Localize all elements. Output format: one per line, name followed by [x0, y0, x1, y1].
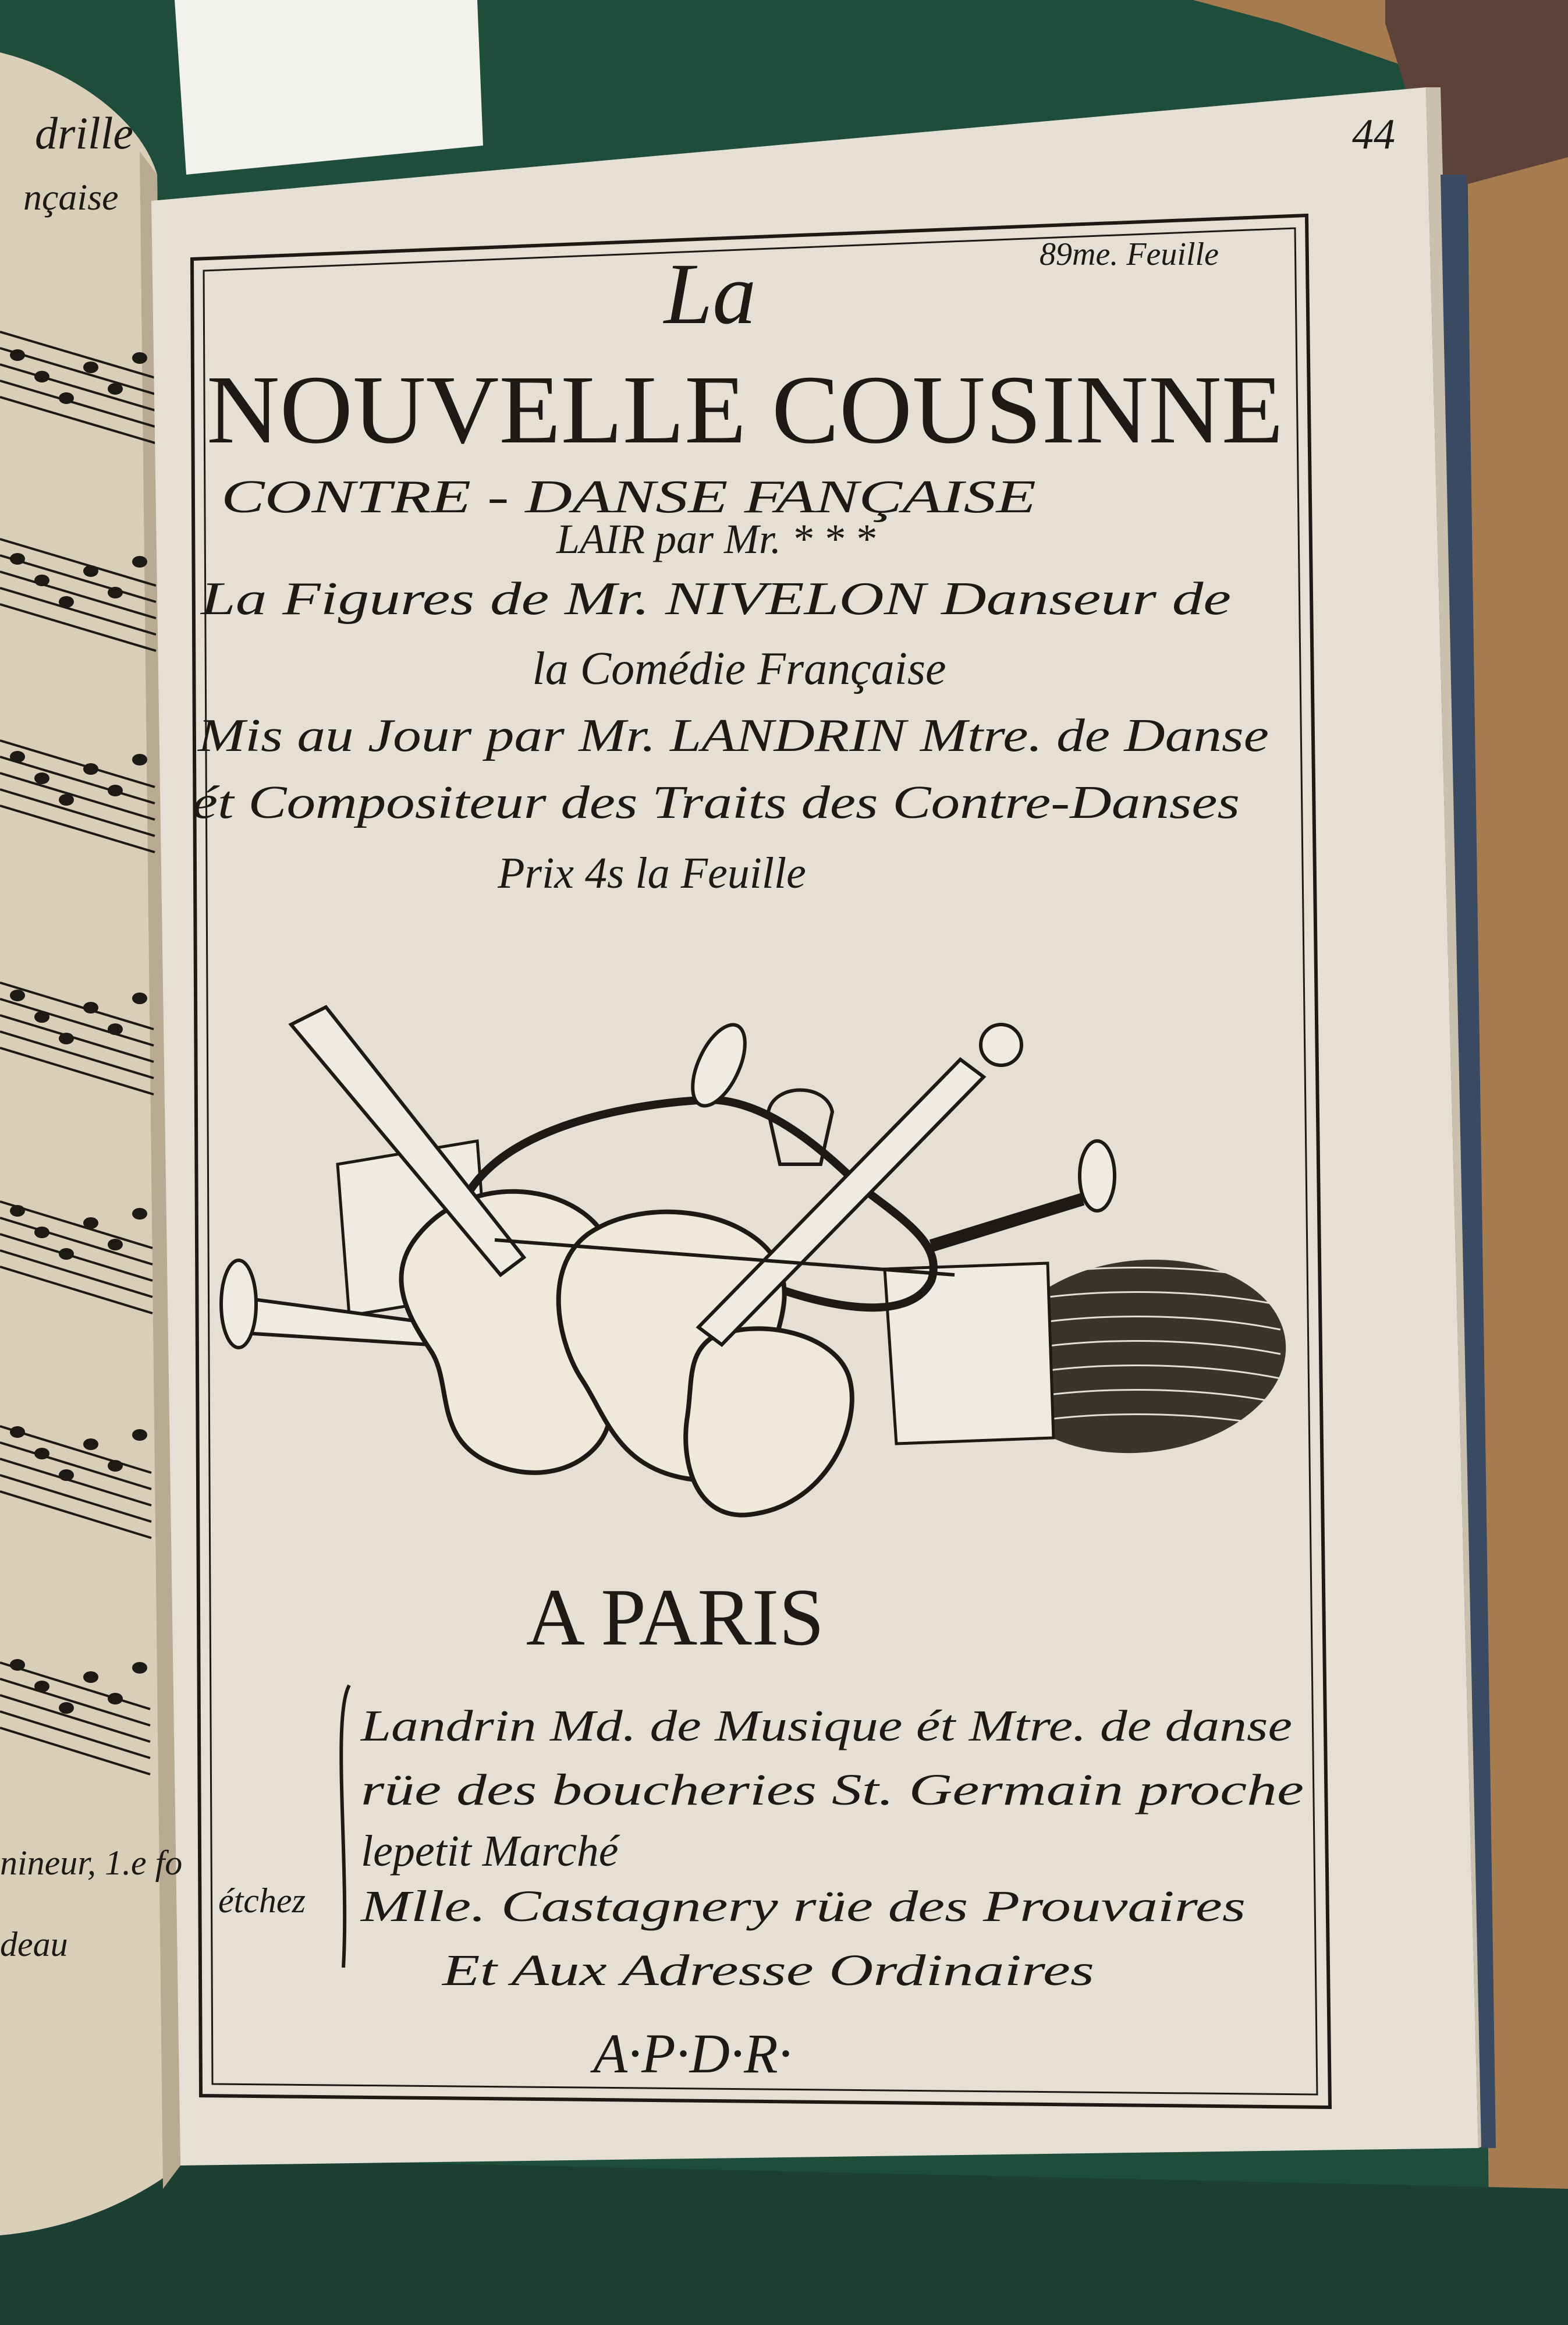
- subtitle: CONTRE - DANSE FANÇAISE: [221, 472, 1036, 523]
- air-credit: LAIR par Mr. * * *: [556, 516, 876, 562]
- music-note: [108, 1023, 123, 1035]
- music-note: [10, 349, 25, 361]
- paper-slip: [175, 0, 483, 175]
- title-article: La: [664, 246, 757, 342]
- music-note: [10, 1426, 25, 1438]
- music-note: [83, 565, 98, 577]
- music-note: [59, 596, 74, 608]
- music-note: [10, 1205, 25, 1217]
- music-note: [132, 1208, 147, 1220]
- facing-header-1: drille: [35, 108, 133, 158]
- music-note: [132, 352, 147, 364]
- address-line-4: Mlle. Castagnery rüe des Prouvaires: [360, 1882, 1246, 1931]
- music-sheet-right: [885, 1263, 1053, 1444]
- address-line-5: Et Aux Adresse Ordinaires: [441, 1946, 1094, 1995]
- music-note: [83, 1671, 98, 1683]
- music-note: [34, 1227, 49, 1238]
- music-note: [108, 587, 123, 598]
- page-number: 44: [1352, 111, 1395, 158]
- music-note: [132, 556, 147, 568]
- music-note: [59, 392, 74, 404]
- music-note: [59, 1033, 74, 1044]
- music-note: [132, 754, 147, 765]
- music-note: [10, 553, 25, 565]
- music-note: [10, 1659, 25, 1671]
- music-note: [108, 1460, 123, 1472]
- music-note: [10, 990, 25, 1001]
- music-note: [59, 1702, 74, 1714]
- violin-scroll: [981, 1025, 1021, 1065]
- figures-line-2: la Comédie Française: [532, 643, 946, 694]
- address-line-3: lepetit Marché: [361, 1827, 619, 1876]
- facing-footer-2: deau: [0, 1925, 68, 1964]
- music-note: [34, 1681, 49, 1692]
- privilege-mark: A·P·D·R·: [593, 2022, 792, 2085]
- music-note: [83, 1438, 98, 1450]
- oboe-bell: [1080, 1141, 1115, 1211]
- figures-line-1: La Figures de Mr. NIVELON Danseur de: [200, 573, 1231, 625]
- music-note: [59, 1248, 74, 1260]
- imprint-city: A PARIS: [526, 1572, 825, 1663]
- music-note: [34, 1011, 49, 1023]
- sheet-number: 89me. Feuille: [1040, 236, 1219, 272]
- address-line-2: rüe des boucheries St. Germain proche: [361, 1766, 1304, 1814]
- music-note: [34, 1448, 49, 1459]
- address-line-1: Landrin Md. de Musique ét Mtre. de danse: [360, 1702, 1292, 1750]
- music-note: [83, 361, 98, 373]
- music-note: [59, 794, 74, 806]
- music-note: [132, 1429, 147, 1441]
- music-note: [108, 785, 123, 796]
- address-prefix: étchez: [218, 1881, 306, 1920]
- facing-footer-1: nineur, 1.e fo: [0, 1844, 183, 1882]
- published-line-1: Mis au Jour par Mr. LANDRIN Mtre. de Danse: [197, 710, 1269, 761]
- music-note: [83, 1002, 98, 1013]
- facing-header-2: nçaise: [23, 176, 119, 218]
- music-note: [108, 1693, 123, 1704]
- music-note: [34, 575, 49, 586]
- music-note: [34, 371, 49, 382]
- music-note: [132, 1662, 147, 1674]
- music-note: [59, 1469, 74, 1481]
- music-note: [108, 383, 123, 395]
- trumpet-bell: [221, 1260, 256, 1348]
- music-note: [132, 993, 147, 1004]
- music-note: [83, 763, 98, 775]
- music-note: [83, 1217, 98, 1229]
- music-note: [34, 772, 49, 784]
- music-note: [108, 1239, 123, 1250]
- page-title: NOUVELLE COUSINNE: [207, 356, 1283, 464]
- price: Prix 4s la Feuille: [498, 849, 806, 898]
- music-note: [10, 751, 25, 763]
- published-line-2: ét Compositeur des Traits des Contre-Danses: [192, 777, 1240, 828]
